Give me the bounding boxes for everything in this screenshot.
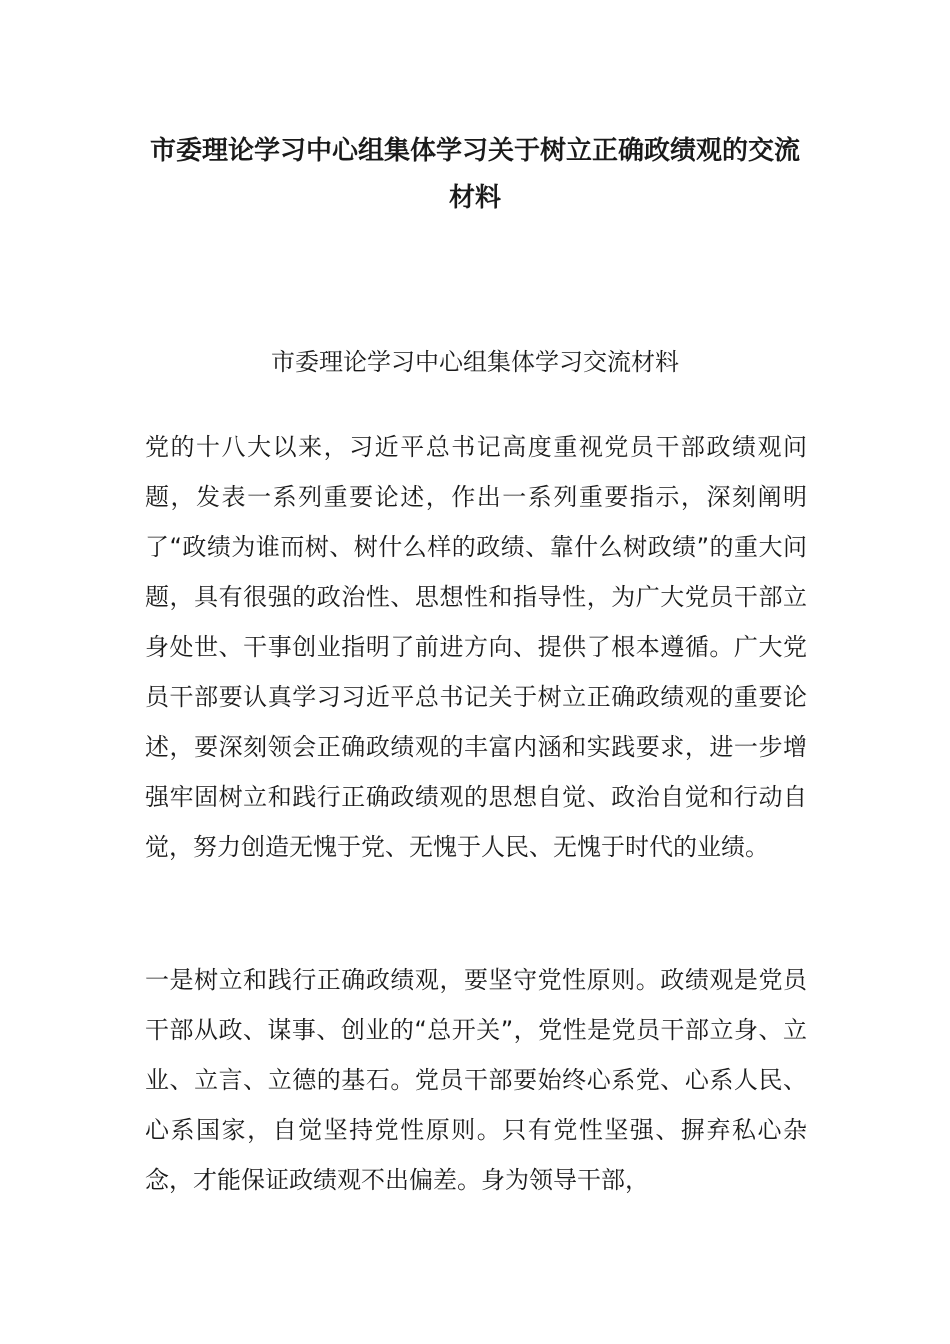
document-title: 市委理论学习中心组集体学习关于树立正确政绩观的交流材料	[149, 136, 800, 213]
document-subtitle: 市委理论学习中心组集体学习交流材料	[271, 348, 679, 376]
body-paragraph-2: 一是树立和践行正确政绩观，要坚守党性原则。政绩观是党员干部从政、谋事、创业的“总开关”，党性是党员干部立身、立业、立言、立德的基石。党员干部要始终心系党、心系人民、心系国家，自觉坚持党性原则。只有党性坚强、摒弃私心杂念，才能保证政绩观不出偏差。身为领导干部，	[145, 966, 807, 1194]
body-paragraph-1: 党的十八大以来，习近平总书记高度重视党员干部政绩观问题，发表一系列重要论述，作出一系列重要指示，深刻阐明了“政绩为谁而树、树什么样的政绩、靠什么树政绩”的重大问题，具有很强的政治性、思想性和指导性，为广大党员干部立身处世、干事创业指明了前进方向、提供了根本遵循。广大党员干部要认真学习习近平总书记关于树立正确政绩观的重要论述，要深刻领会正确政绩观的丰富内涵和实践要求，进一步增强牢固树立和践行正确政绩观的思想自觉、政治自觉和行动自觉，努力创造无愧于党、无愧于人民、无愧于时代的业绩。	[145, 433, 807, 861]
